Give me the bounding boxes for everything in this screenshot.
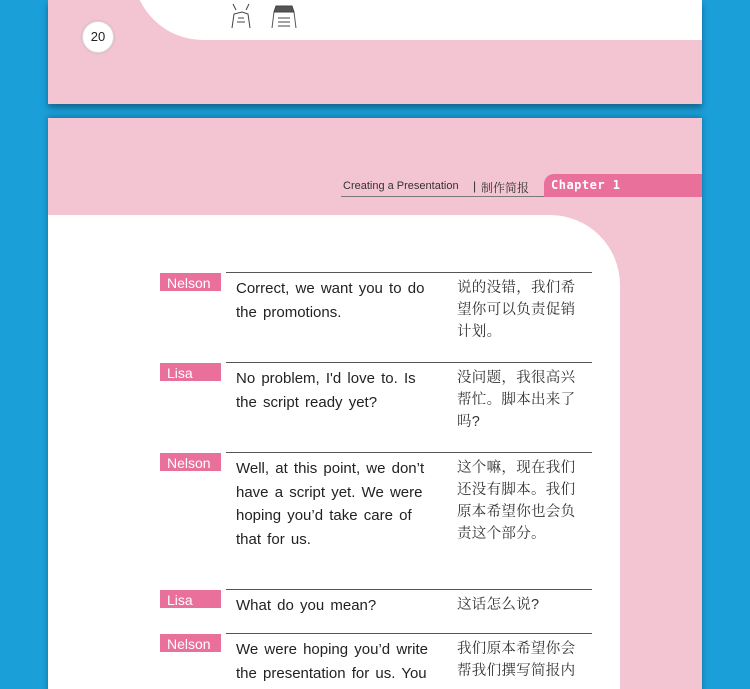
row-divider — [226, 589, 592, 590]
speaker-label: Nelson — [160, 273, 221, 291]
page-number: 20 — [82, 21, 114, 53]
chinese-line: 没问题，我很高兴帮忙。脚本出来了吗? — [457, 370, 576, 430]
current-page — [48, 118, 702, 689]
row-divider — [226, 633, 592, 634]
chinese-line: 这话怎么说? — [457, 597, 540, 613]
page-white-area — [133, 0, 702, 40]
chapter-tab — [544, 174, 702, 197]
row-divider — [226, 362, 592, 363]
english-line: What do you mean? — [236, 597, 377, 614]
running-header-title-cn: 制作简报 — [481, 181, 530, 195]
speaker-label: Lisa — [160, 363, 221, 381]
header-separator: | — [473, 179, 477, 193]
chinese-line: 这个嘛，现在我们还没有脚本。我们原本希望你也会负责这个部分。 — [457, 460, 576, 542]
english-line: Correct, we want you to do the promotions. — [236, 280, 425, 321]
chapter-label: Chapter 1 — [551, 178, 621, 192]
cartoon-people-illustration — [228, 0, 308, 30]
row-divider — [226, 272, 592, 273]
previous-page — [48, 0, 702, 104]
speaker-label: Nelson — [160, 634, 221, 652]
row-divider — [226, 452, 592, 453]
english-line: No problem, I'd love to. Is the script ready yet? — [236, 370, 416, 411]
speaker-label: Nelson — [160, 453, 221, 471]
speaker-label: Lisa — [160, 590, 221, 608]
english-line: Well, at this point, we don’t have a script yet. We were hoping you’d take care of that for us. — [236, 460, 425, 548]
chinese-line: 说的没错，我们希望你可以负责促销计划。 — [457, 280, 576, 340]
running-header-title: Creating a Presentation — [343, 180, 459, 192]
english-line: We were hoping you’d write the presentation for us. You — [236, 641, 428, 682]
chinese-line: 我们原本希望你会帮我们撰写简报内 — [457, 641, 576, 679]
